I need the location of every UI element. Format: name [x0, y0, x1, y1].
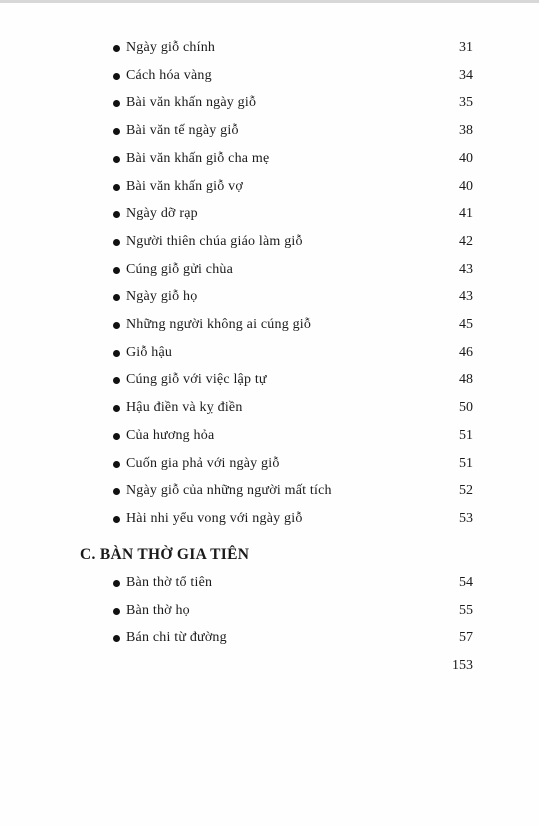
- toc-entry-page: 46: [459, 344, 473, 360]
- toc-entry: [113, 66, 473, 86]
- bullet-icon: [113, 405, 120, 412]
- bullet-icon: [113, 580, 120, 587]
- page-top-edge: [0, 0, 539, 3]
- toc-entry: [113, 315, 473, 335]
- toc-entry: [113, 573, 473, 593]
- toc-entry-title: Những người không ai cúng giỗ: [126, 317, 312, 332]
- toc-entry-page: 34: [459, 67, 473, 83]
- bullet-icon: [113, 211, 120, 218]
- toc-entry-page: 53: [459, 510, 473, 526]
- toc-entry-title: Bài văn khấn giỗ vợ: [126, 178, 243, 194]
- bullet-icon: [113, 128, 120, 135]
- toc-entry-title: Bán chi từ đường: [126, 630, 227, 645]
- bullet-icon: [113, 350, 120, 357]
- bullet-icon: [113, 239, 120, 246]
- toc-entry: [113, 287, 473, 307]
- toc-entry-page: 52: [459, 483, 473, 499]
- toc-entry: [113, 177, 473, 197]
- toc-entry: [113, 426, 473, 446]
- toc-entry-title: Bài văn khấn giỗ cha mẹ: [126, 150, 270, 166]
- toc-entry-title: Hậu điền và kỵ điền: [126, 400, 243, 416]
- toc-entry-page: 54: [459, 575, 473, 590]
- bullet-icon: [113, 461, 120, 468]
- bullet-icon: [113, 635, 120, 642]
- toc-entry: [113, 121, 473, 141]
- toc-entry-page: 50: [459, 400, 473, 416]
- toc-entry-page: 40: [459, 178, 473, 194]
- toc-entry-title: Cúng giỗ gửi chùa: [126, 261, 234, 277]
- toc-entry-page: 38: [459, 123, 473, 139]
- toc-entry-title: Bài văn khấn ngày giỗ: [126, 95, 257, 111]
- toc-entry-page: 35: [459, 95, 473, 111]
- toc-entry: [113, 260, 473, 280]
- toc-entry-title: Hài nhi yểu vong với ngày giỗ: [126, 510, 303, 526]
- toc-entry-page: 51: [459, 427, 473, 443]
- toc-entry-title: Bàn thờ tổ tiên: [126, 575, 213, 590]
- toc-entry: [113, 628, 473, 648]
- bullet-icon: [113, 516, 120, 523]
- toc-entry-title: Cuốn gia phả với ngày giỗ: [126, 455, 280, 471]
- toc-entry: [113, 370, 473, 390]
- section-heading: C. BÀN THỜ GIA TIÊN: [80, 546, 250, 563]
- toc-entry-page: 51: [459, 455, 473, 471]
- toc-entry-title: Ngày giỗ họ: [126, 289, 198, 305]
- bullet-icon: [113, 45, 120, 52]
- page-number: 153: [452, 658, 473, 673]
- toc-entry: [113, 481, 473, 501]
- toc-entry-page: 55: [459, 602, 473, 618]
- toc-entry: [113, 398, 473, 418]
- bullet-icon: [113, 73, 120, 80]
- toc-entry-title: Cúng giỗ với việc lập tự: [126, 372, 267, 388]
- bullet-icon: [113, 267, 120, 274]
- toc-entry: [113, 93, 473, 113]
- toc-entry-page: 43: [459, 289, 473, 305]
- toc-entry: [113, 343, 473, 363]
- bullet-icon: [113, 433, 120, 440]
- toc-entry-page: 31: [459, 40, 473, 55]
- toc-entry-page: 48: [459, 372, 473, 388]
- toc-entry-title: Ngày dỡ rạp: [126, 206, 198, 222]
- toc-entry-title: Bài văn tế ngày giỗ: [126, 123, 239, 139]
- toc-entry: [113, 204, 473, 224]
- toc-entry-title: Cách hóa vàng: [126, 67, 212, 83]
- toc-entry-page: 42: [459, 233, 473, 249]
- toc-entry-page: 43: [459, 261, 473, 277]
- toc-entry: [113, 149, 473, 169]
- toc-entry-title: Bàn thờ họ: [126, 602, 190, 618]
- toc-entry-page: 41: [459, 206, 473, 222]
- toc-entry: [113, 232, 473, 252]
- toc-entry-page: 57: [459, 630, 473, 645]
- bullet-icon: [113, 100, 120, 107]
- toc-entry: [113, 509, 473, 529]
- bullet-icon: [113, 608, 120, 615]
- bullet-icon: [113, 156, 120, 163]
- toc-entry: [113, 38, 473, 58]
- toc-entry-title: Người thiên chúa giáo làm giỗ: [126, 233, 303, 249]
- bullet-icon: [113, 184, 120, 191]
- toc-entry-title: Ngày giỗ chính: [126, 40, 216, 55]
- bullet-icon: [113, 294, 120, 301]
- toc-entry-page: 40: [459, 150, 473, 166]
- bullet-icon: [113, 377, 120, 384]
- toc-entry: [113, 454, 473, 474]
- toc-entry-title: Của hương hỏa: [126, 427, 215, 443]
- toc-entry-title: Giỗ hậu: [126, 344, 173, 360]
- bullet-icon: [113, 322, 120, 329]
- toc-entry: [113, 601, 473, 621]
- toc-entry-page: 45: [459, 317, 473, 332]
- bullet-icon: [113, 488, 120, 495]
- toc-entry-title: Ngày giỗ của những người mất tích: [126, 483, 332, 499]
